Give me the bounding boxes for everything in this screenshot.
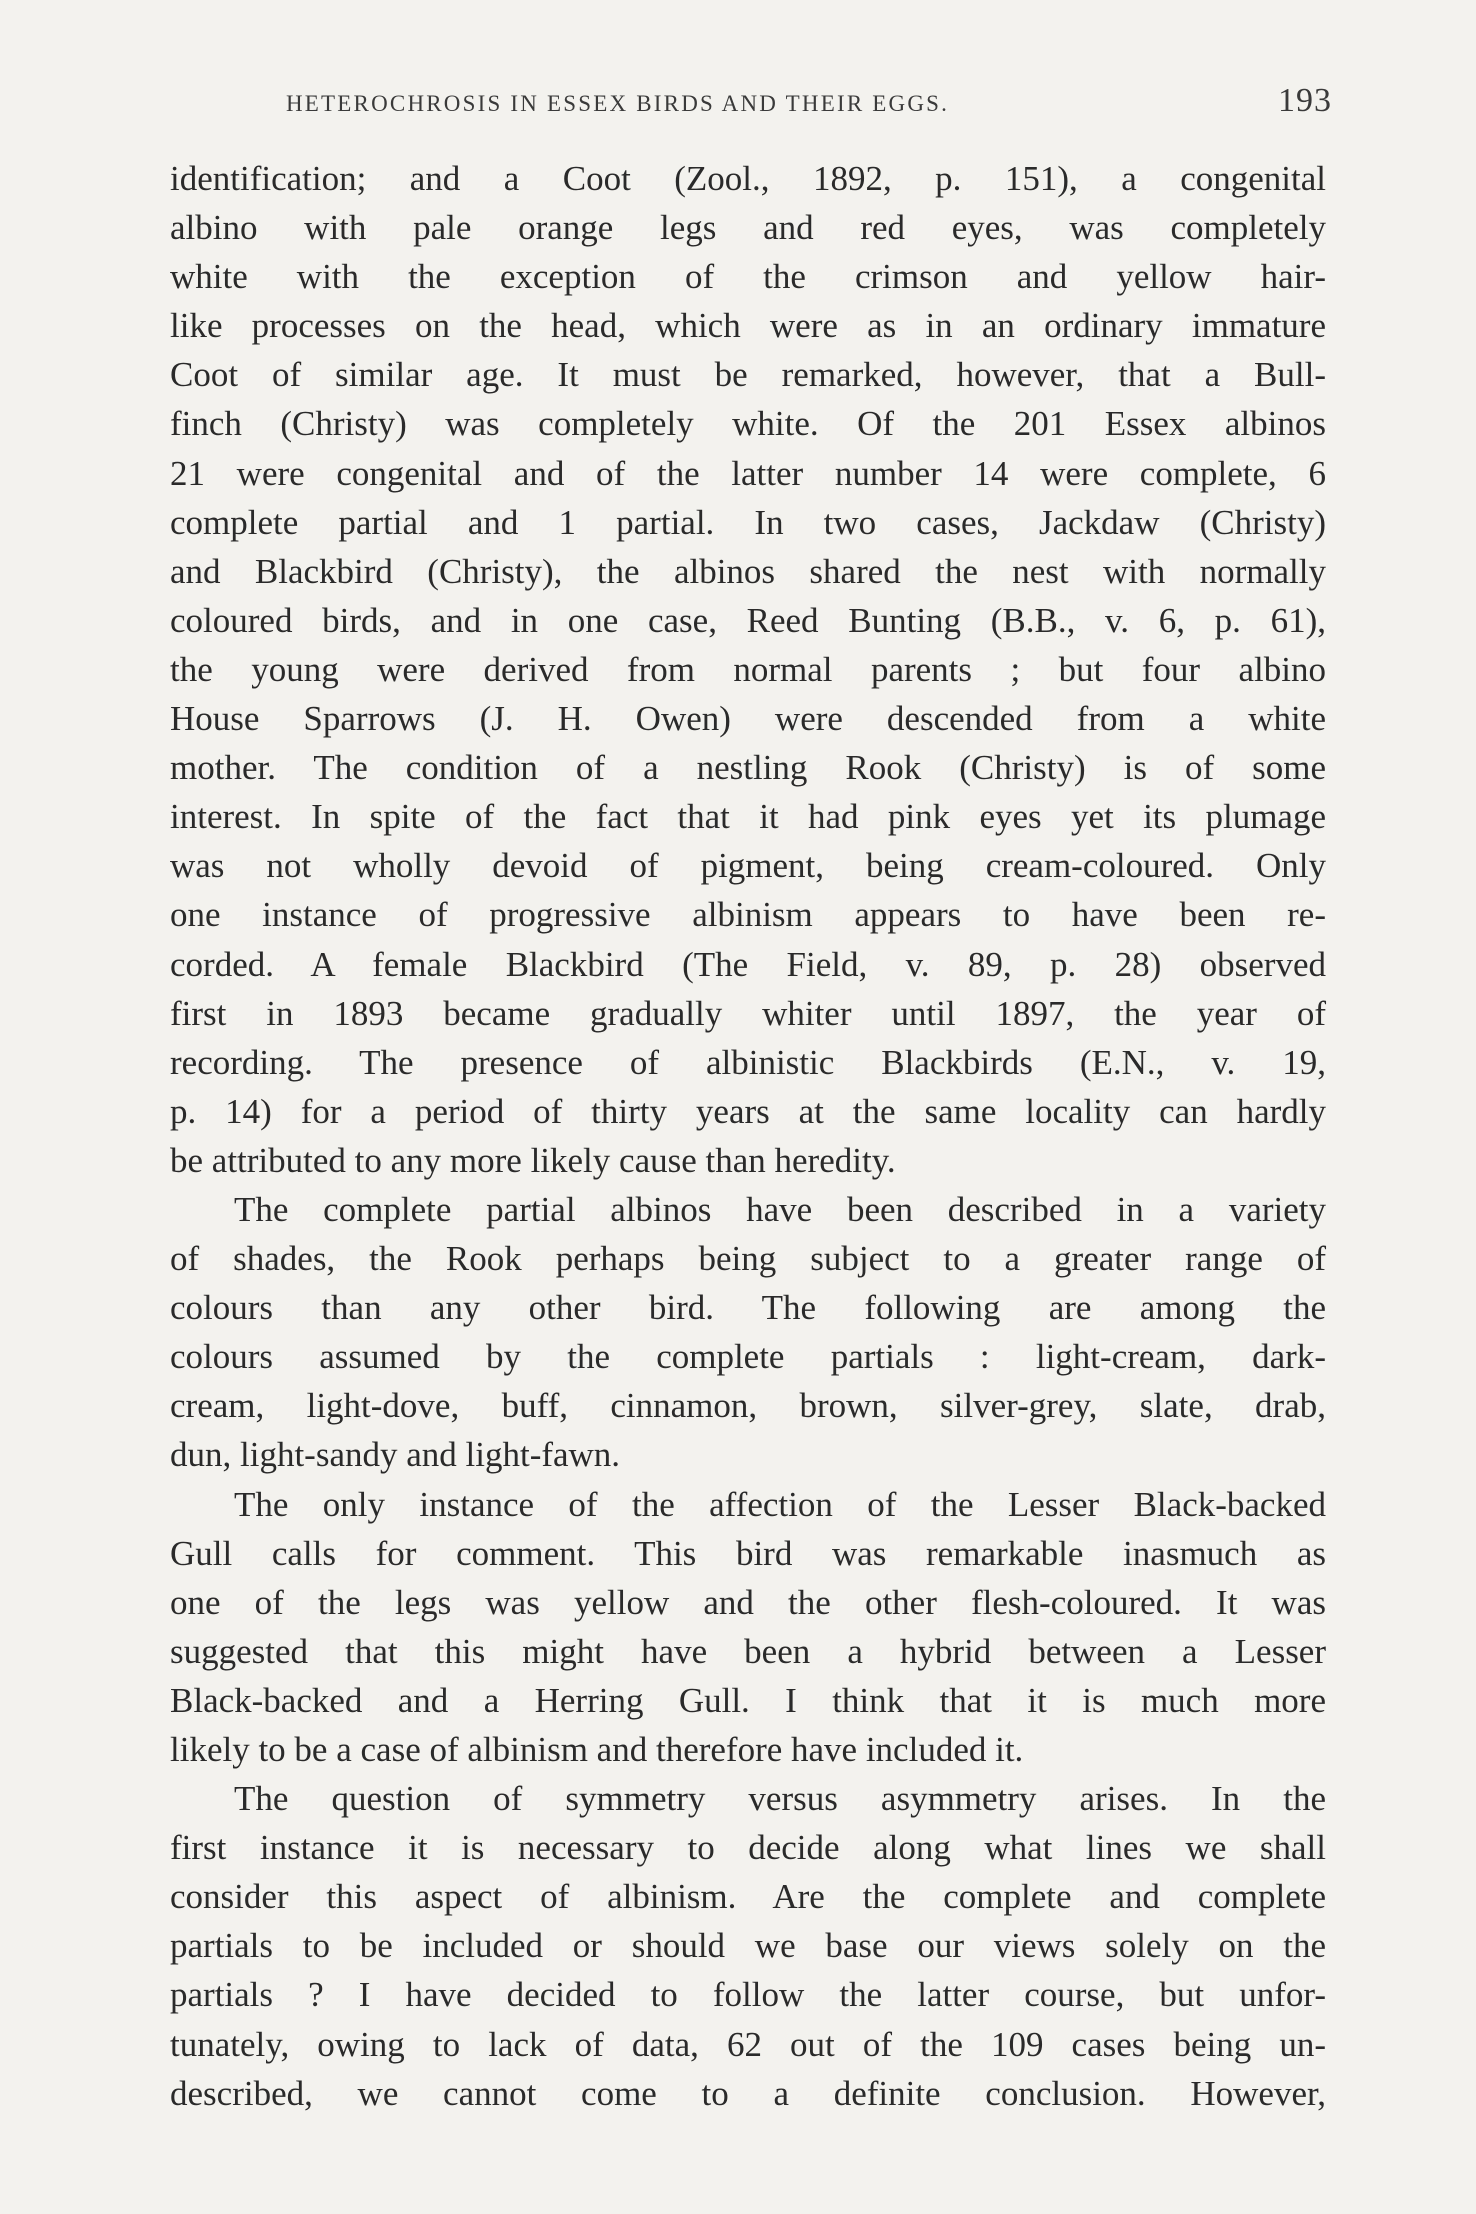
text-line: House Sparrows (J. H. Owen) were descended from a white <box>170 699 1326 739</box>
text-line: white with the exception of the crimson and yellow hair- <box>170 257 1326 297</box>
body-text <box>170 154 1326 2118</box>
text-line: complete partial and 1 partial. In two cases, Jackdaw (Christy) <box>170 502 1326 542</box>
text-line: colours assumed by the complete partials : light-cream, dark- <box>170 1337 1326 1377</box>
text-line: and Blackbird (Christy), the albinos shared the nest with normally <box>170 551 1326 591</box>
paragraph-4 <box>170 1774 1326 2118</box>
text-line: of shades, the Rook perhaps being subject to a greater range of <box>170 1239 1326 1279</box>
text-line: be attributed to any more likely cause than heredity. <box>170 1140 896 1180</box>
text-line: recording. The presence of albinistic Blackbirds (E.N., v. 19, <box>170 1042 1326 1082</box>
text-line: colours than any other bird. The following are among the <box>170 1288 1326 1328</box>
text-line: 21 were congenital and of the latter number 14 were complete, 6 <box>170 453 1326 493</box>
text-line: like processes on the head, which were as in an ordinary immature <box>170 306 1326 346</box>
text-line: mother. The condition of a nestling Rook (Christy) is of some <box>170 748 1326 788</box>
text-line: Coot of similar age. It must be remarked, however, that a Bull- <box>170 355 1326 395</box>
text-line: corded. A female Blackbird (The Field, v. 89, p. 28) observed <box>170 944 1326 984</box>
text-line: Gull calls for comment. This bird was remarkable inasmuch as <box>170 1533 1326 1573</box>
text-line: p. 14) for a period of thirty years at the same locality can hardly <box>170 1091 1326 1131</box>
text-line: interest. In spite of the fact that it had pink eyes yet its plumage <box>170 797 1326 837</box>
text-line: suggested that this might have been a hybrid between a Lesser <box>170 1631 1326 1671</box>
page-number: 193 <box>1278 82 1332 119</box>
text-line: Black-backed and a Herring Gull. I think that it is much more <box>170 1680 1326 1720</box>
running-title: HETEROCHROSIS IN ESSEX BIRDS AND THEIR EGGS. <box>286 91 950 116</box>
text-line: partials ? I have decided to follow the latter course, but unfor- <box>170 1975 1326 2015</box>
text-line: finch (Christy) was completely white. Of the 201 Essex albinos <box>170 404 1326 444</box>
text-line: coloured birds, and in one case, Reed Bunting (B.B., v. 6, p. 61), <box>170 600 1326 640</box>
paragraph-3 <box>170 1480 1326 1775</box>
text-line: first in 1893 became gradually whiter until 1897, the year of <box>170 993 1326 1033</box>
text-line: cream, light-dove, buff, cinnamon, brown, silver-grey, slate, drab, <box>170 1386 1326 1426</box>
text-line: first instance it is necessary to decide along what lines we shall <box>170 1828 1326 1868</box>
text-line: albino with pale orange legs and red eyes, was completely <box>170 208 1326 248</box>
text-line: The question of symmetry versus asymmetry arises. In the <box>234 1779 1326 1819</box>
text-line: The complete partial albinos have been described in a variety <box>234 1189 1326 1229</box>
text-line: partials to be included or should we base our views solely on the <box>170 1926 1326 1966</box>
running-head <box>170 82 1332 126</box>
text-line: identification; and a Coot (Zool., 1892, p. 151), a congenital <box>170 159 1326 198</box>
text-line: likely to be a case of albinism and therefore have included it. <box>170 1730 1024 1769</box>
paragraph-2 <box>170 1185 1326 1480</box>
text-line: The only instance of the affection of the Lesser Black-backed <box>234 1484 1326 1524</box>
text-line: one of the legs was yellow and the other flesh-coloured. It was <box>170 1582 1326 1622</box>
text-line: the young were derived from normal parents ; but four albino <box>170 649 1326 689</box>
text-line: described, we cannot come to a definite conclusion. However, <box>170 2073 1326 2113</box>
text-line: tunately, owing to lack of data, 62 out of the 109 cases being un- <box>170 2024 1326 2064</box>
text-line: consider this aspect of albinism. Are the complete and complete <box>170 1877 1326 1917</box>
text-line: one instance of progressive albinism appears to have been re- <box>170 895 1326 935</box>
text-line: was not wholly devoid of pigment, being cream-coloured. Only <box>170 846 1326 886</box>
text-line: dun, light-sandy and light-fawn. <box>170 1435 621 1475</box>
paragraph-1 <box>170 154 1326 1185</box>
